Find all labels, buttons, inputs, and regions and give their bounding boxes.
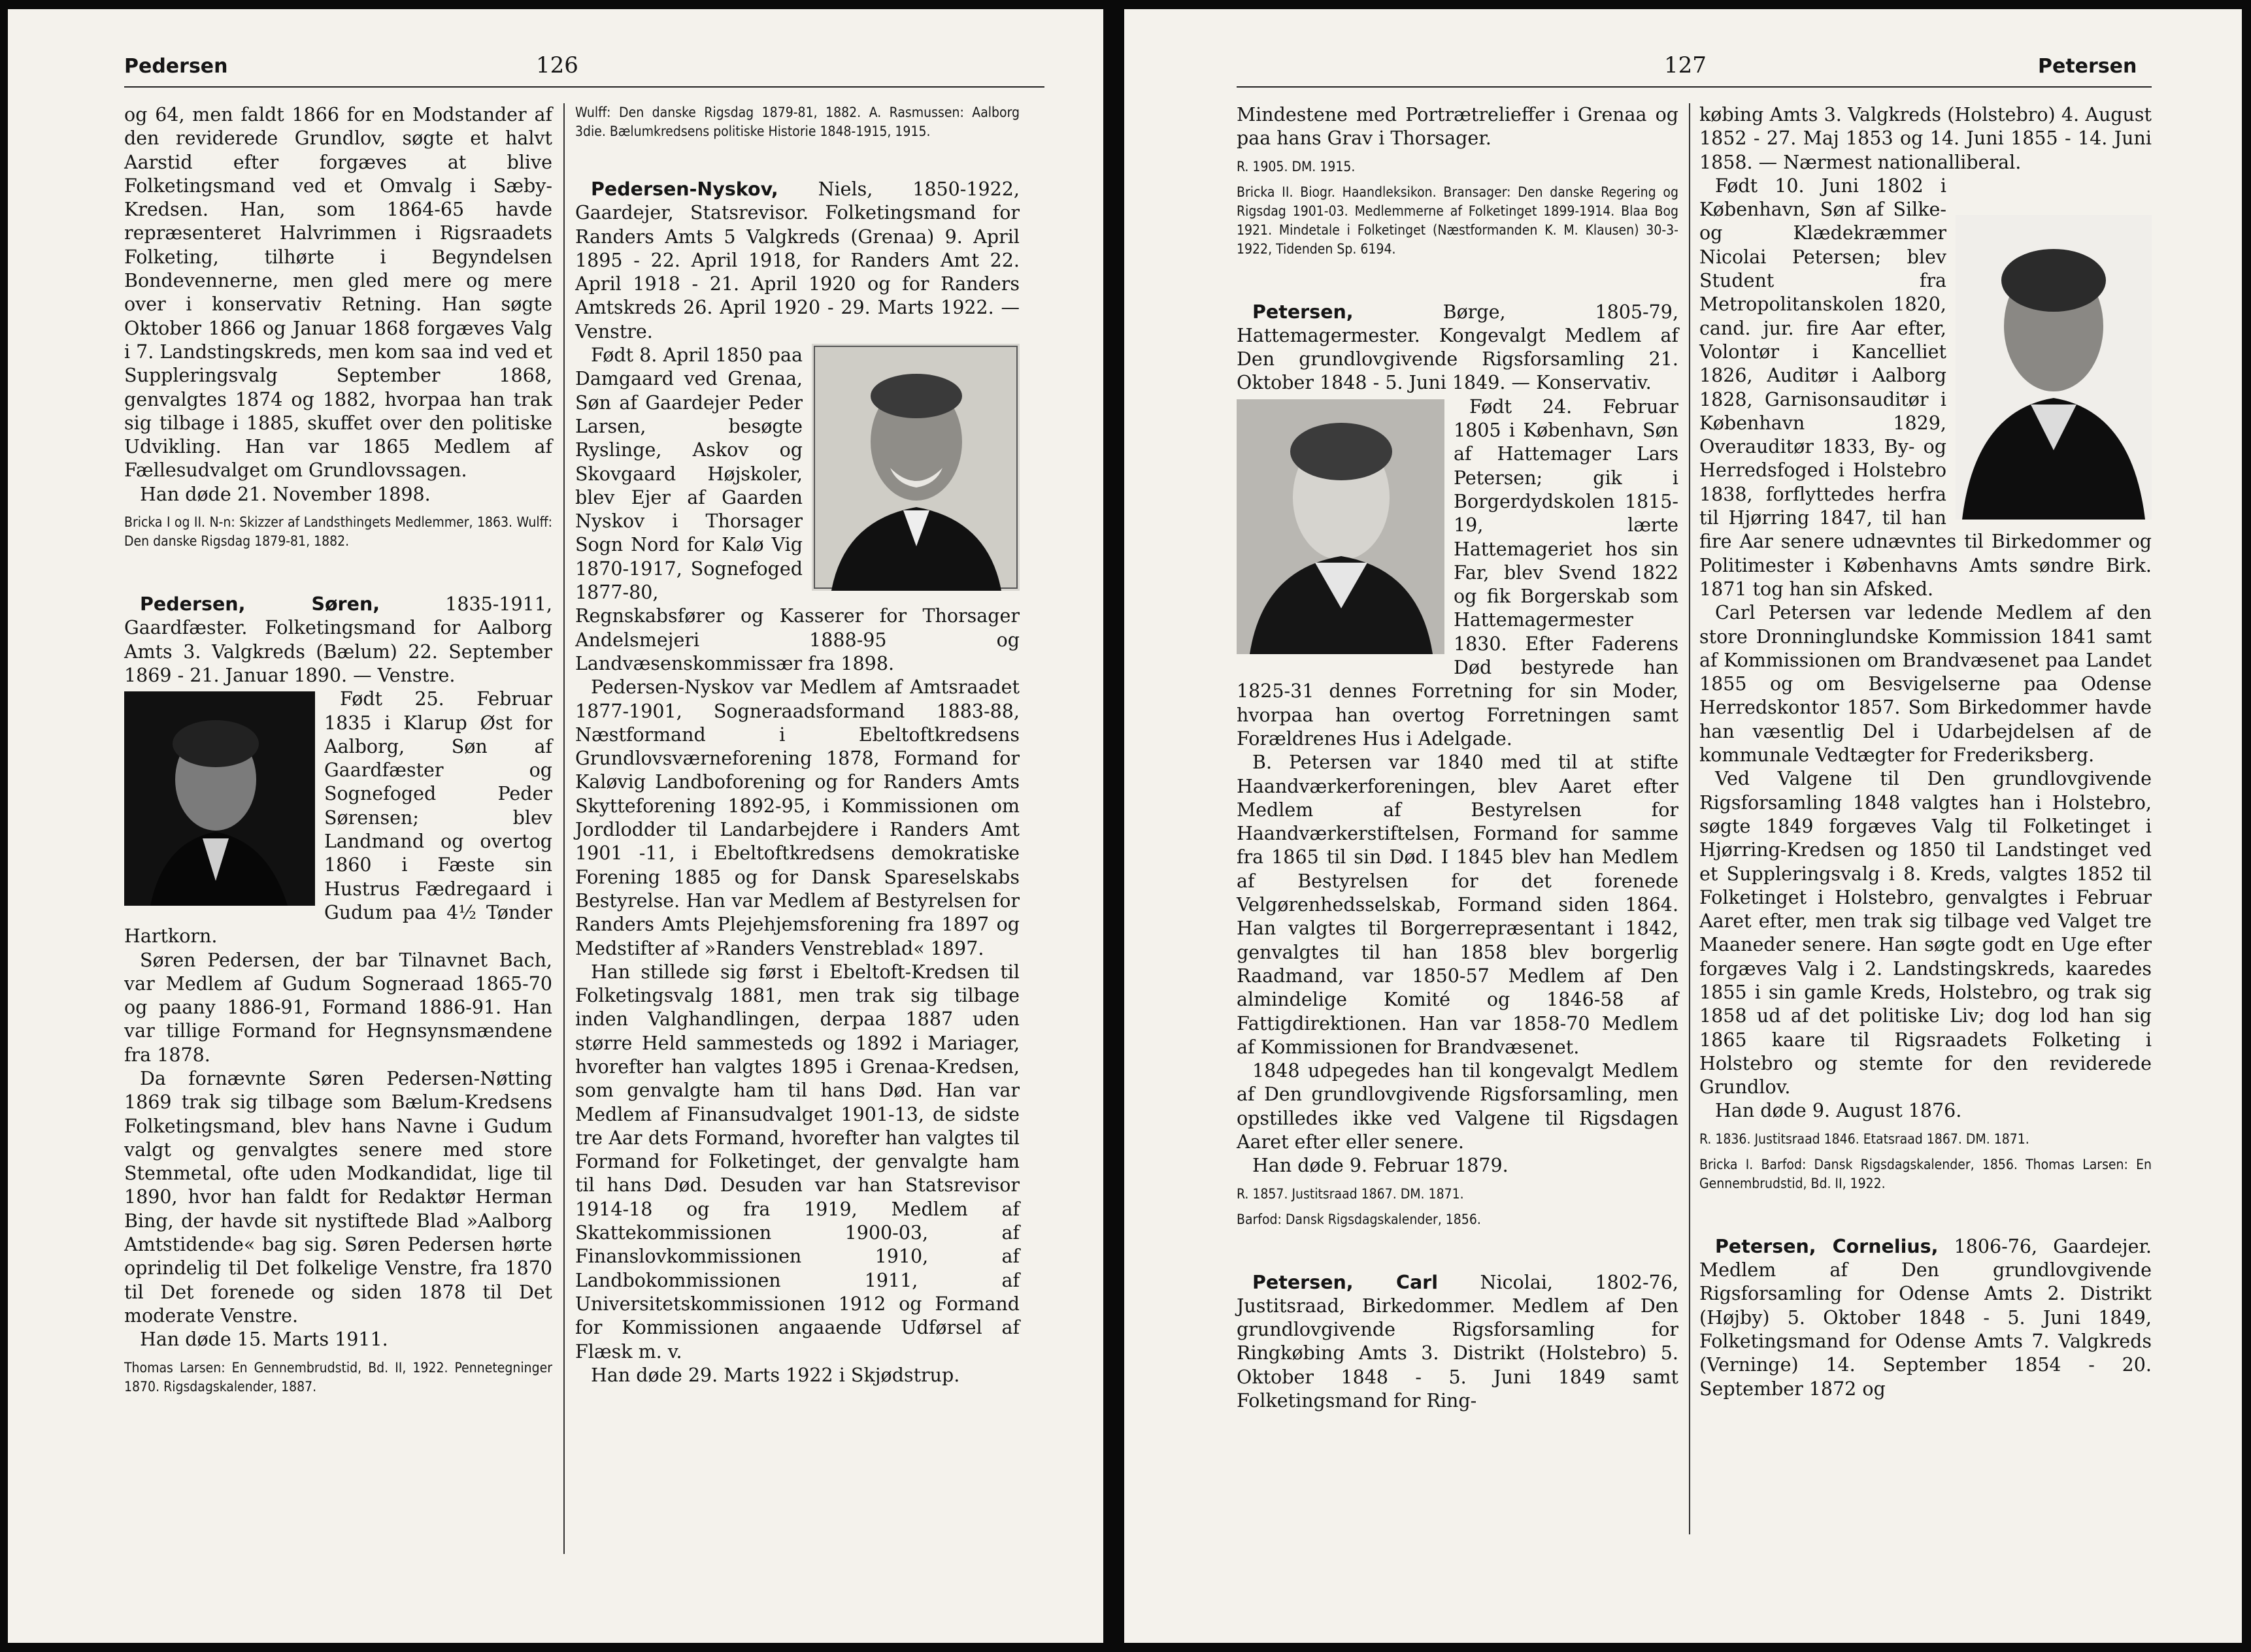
paragraph: Født 25. Februar 1835 i Klarup Øst for Aalborg, Søn af Gaardfæster og Sognefoged Peder Sørensen; blev Landmand og overtog 1860 i Fæste sin Hustrus Fædregaard i Gudum paa 4½ Tønder Hartkorn. bbox=[124, 688, 552, 948]
right-column-2 bbox=[1699, 103, 2152, 1401]
running-head: Petersen bbox=[2038, 55, 2137, 78]
portrait-pedersen-nyskov bbox=[812, 344, 1020, 591]
entry-heading: Petersen, Carl Nicolai, 1802-76, Justitsraad, Birkedommer. Medlem af Den grundlovgivende Rigsforsamling for Ringkøbing Amts 3. Distrikt (Holstebro) 5. Oktober 1848 - 5. Juni 1849 samt Folketingsmand for Ring- bbox=[1237, 1271, 1678, 1412]
sources: Bricka I og II. N-n: Skizzer af Landsthingets Medlemmer, 1863. Wulff: Den danske Rigsdag 1879-81, 1882. bbox=[124, 514, 552, 550]
left-column-2 bbox=[575, 103, 1020, 1387]
paragraph: Han døde 21. November 1898. bbox=[140, 483, 431, 505]
sources: Thomas Larsen: En Gennembrudstid, Bd. II, 1922. Pennetegninger 1870. Rigsdagskalender, 1887. bbox=[124, 1359, 552, 1395]
paragraph: Carl Petersen var ledende Medlem af den store Dronninglundske Kommission 1841 samt af Kommissionen om Brandvæsenet paa Landet 1855 og om Besvigelserne paa Odense Herredskontor 1857. Som Birkedommer havde han væsentlig Del i Udarbejdelsen af de kommunale Vedtægter for Frederiksberg. bbox=[1699, 602, 2152, 767]
page-number: 126 bbox=[536, 52, 578, 78]
paragraph: Pedersen-Nyskov var Medlem af Amtsraadet 1877-1901, Sogneraadsformand 1883-88, Næstformand i Ebeltoftkredsens Grundlovsværneforening 1878, Formand for Kaløvig Landboforening og for Randers Amts Skytteforening 1892-95, i Kommissionen om Jordlodder til Landarbejdere i Randers Amt 1901 -11, i Ebeltoftkredsens demokratiske Forening 1885 og for Dansk Spareselskabs Bestyrelse. Han var Medlem af Bestyrelsen for Randers Amts Plejehjemsforening fra 1897 og Medstifter af »Randers Venstreblad« 1897. bbox=[575, 676, 1020, 959]
column-rule bbox=[563, 103, 565, 1554]
paragraph: købing Amts 3. Valgkreds (Holstebro) 4. August 1852 - 27. Maj 1853 og 14. Juni 1855 - 14. Juni 1858. — Nærmest nationalliberal. bbox=[1699, 104, 2152, 173]
entry-name: Pedersen-Nyskov, bbox=[591, 178, 778, 200]
paragraph: Født 8. April 1850 paa Damgaard ved Grenaa, Søn af Gaardejer Peder Larsen, besøgte Ryslinge, Askov og Skovgaard Højskoler, blev Ejer af Gaarden Nyskov i Thorsager Sogn Nord for Kalø Vig 1870-1917, Sognefoged 1877-80, Regnskabsfører og Kasserer for Thorsager Andelsmejeri 1888-95 og Landvæsenskommissær fra 1898. bbox=[575, 344, 1020, 674]
paragraph: Født 24. Februar 1805 i København, Søn af Hattemager Lars Petersen; gik i Borgerdydskolen 1815-19, lærte Hattemageriet hos sin Far, blev Svend 1822 og fik Borgerskab som Hattemagermester 1830. Efter Faderens Død bestyrede han 1825-31 dennes Forretning for sin Moder, hvorpaa han overtog Forretningen samt Forældrenes Hus i Adelgade. bbox=[1237, 395, 1678, 750]
paragraph: Søren Pedersen, der bar Tilnavnet Bach, var Medlem af Gudum Sogneraad 1865-70 og paany 1886-91, Formand 1886-91. Han var tillige Formand for Hegnsynsmændene fra 1878. bbox=[124, 949, 552, 1066]
paragraph: B. Petersen var 1840 med til at stifte Haandværkerforeningen, blev Aaret efter Medlem af Bestyrelsen for Haandværkerstiftelsen, Formand for samme fra 1865 til sin Død. I 1845 blev han Medlem af Bestyrelsen for det forenede Velgørenhedsselskab, Formand siden 1864. Han valgtes til Borgerrepræsentant i 1842, genvalgtes til han 1858 blev borgerlig Raadmand, var 1850-57 Medlem af Den almindelige Komité og 1846-58 af Fattigdirektionen. Han var 1858-70 Medlem af Kommissionen for Brandvæsenet. bbox=[1237, 752, 1678, 1058]
left-page bbox=[8, 9, 1103, 1643]
sources: Barfod: Dansk Rigsdagskalender, 1856. bbox=[1237, 1211, 1481, 1227]
sources: R. 1857. Justitsraad 1867. DM. 1871. bbox=[1237, 1185, 1464, 1202]
paragraph: Han døde 9. Februar 1879. bbox=[1252, 1155, 1509, 1177]
entry-heading: Petersen, Cornelius, 1806-76, Gaardejer. Medlem af Den grundlovgivende Rigsforsamling for Odense Amts 2. Distrikt (Højby) 5. Oktober 1848 - 5. Juni 1849, Folketingsmand for Odense Amts 7. Valgkreds (Verninge) 14. September 1854 - 20. September 1872 og bbox=[1699, 1235, 2152, 1400]
paragraph: Ved Valgene til Den grundlovgivende Rigsforsamling 1848 valgtes han i Holstebro, søgte 1849 forgæves Valg til Folketinget i Hjørring-Kredsen og 1850 til Landstinget ved et Suppleringsvalg i 8. Kreds, valgtes 1852 til Folketinget i Holstebro, genvalgtes i Februar Aaret efter, men trak sig tilbage ved Valget tre Maaneder senere. Han søgte godt en Uge efter forgæves Valg i 2. Landstingskreds, kaaredes 1855 i sin gamle Kreds, Holstebro, og trak sig 1858 ud af det politiske Liv; dog lod han sig 1865 kaare til Rigsraadets Folketing i Holstebro og stemte for den reviderede Grundlov. bbox=[1699, 768, 2152, 1099]
sources: R. 1836. Justitsraad 1846. Etatsraad 1867. DM. 1871. bbox=[1699, 1131, 2029, 1147]
sources: Bricka I. Barfod: Dansk Rigsdagskalender, 1856. Thomas Larsen: En Gennembrudstid, Bd. II, 1922. bbox=[1699, 1156, 2152, 1191]
paragraph: 1848 udpegedes han til kongevalgt Medlem af Den grundlovgivende Rigsforsamling, men opstilledes ikke ved Valgene til Rigsdagen Aaret efter eller senere. bbox=[1237, 1060, 1678, 1153]
header-rule bbox=[1237, 86, 2152, 88]
paragraph: Mindestene med Portrætrelieffer i Grenaa og paa hans Grav i Thorsager. bbox=[1237, 104, 1678, 150]
entry-name: Petersen, Cornelius, bbox=[1715, 1235, 1939, 1257]
portrait-soeren-pedersen bbox=[124, 691, 315, 906]
header-rule bbox=[124, 86, 1044, 88]
entry-heading: Pedersen, Søren, 1835-1911, Gaardfæster. Folketingsmand for Aalborg Amts 3. Valgkreds (Bælum) 22. September 1869 - 21. Januar 1890. — Venstre. bbox=[124, 593, 552, 686]
paragraph: Født 10. Juni 1802 i København, Søn af Silke- og Klædekræmmer Nicolai Petersen; blev Student fra Metropolitanskolen 1820, cand. jur. fire Aar efter, Volontør i Kancelliet 1826, Auditør i Aalborg 1828, Garnisonsauditør i København 1829, Overauditør 1833, By- og Herredsfoged i Holstebro 1838, forflyttedes herfra til Hjørring 1847, til han fire Aar senere udnævntes til Birkedommer og Politimester i Københavns Amts søndre Birk. 1871 tog han sin Afsked. bbox=[1699, 174, 2152, 600]
right-column-1 bbox=[1237, 103, 1678, 1413]
paragraph: Han døde 29. Marts 1922 i Skjødstrup. bbox=[591, 1364, 960, 1386]
entry-heading: Petersen, Børge, 1805-79, Hattemagermester. Kongevalgt Medlem af Den grundlovgivende Rigsforsamling 21. Oktober 1848 - 5. Juni 1849. — Konservativ. bbox=[1237, 301, 1678, 394]
entry-name: Pedersen, Søren, bbox=[140, 593, 380, 616]
right-page bbox=[1124, 9, 2242, 1643]
paragraph: Han døde 15. Marts 1911. bbox=[140, 1329, 388, 1351]
column-rule bbox=[1689, 103, 1690, 1534]
paragraph: Han stillede sig først i Ebeltoft-Kredsen til Folketingsvalg 1881, men trak sig tilbage inden Valghandlingen, derpaa 1887 uden større Held sammesteds og 1892 i Mariager, hvorefter han valgtes 1895 i Grenaa-Kredsen, som genvalgte ham til hans Død. Han var Medlem af Finansudvalget 1901-13, de sidste tre Aar dets Formand, hvorefter han valgtes til Formand for Folketinget, der genvalgte ham til hans Død. Desuden var han Statsrevisor 1914-18 og fra 1919, Medlem af Skattekommissionen 1900-03, af Finanslovkommissionen 1910, af Landbokommissionen 1911, af Universitetskommissionen 1912 og Formand for Kommissionen angaaende Udførsel af Flæsk m. v. bbox=[575, 961, 1020, 1363]
page-number: 127 bbox=[1664, 52, 1707, 78]
sources: R. 1905. DM. 1915. bbox=[1237, 158, 1356, 174]
paragraph: og 64, men faldt 1866 for en Modstander af den reviderede Grundlov, søgte et halvt Aarstid efter forgæves at blive Folketingsmand ved et Omvalg i Sæby-Kredsen. Han, som 1864-65 havde repræsenteret Halvrimmen i Rigsraadets Folketing, tilhørte i Begyndelsen Bondevennerne, men gled mere og mere over i konservativ Retning. Han søgte Oktober 1866 og Januar 1868 forgæves Valg i 7. Landstingskreds, men kom saa ind ved et Suppleringsvalg September 1868, genvalgtes 1874 og 1882, hvorpaa han trak sig tilbage i 1885, skuffet over den politiske Udvikling. Han var 1865 Medlem af Fællesudvalget om Grundlovssagen. bbox=[124, 104, 552, 482]
entry-name: Petersen, Carl bbox=[1252, 1271, 1438, 1293]
portrait-carl-petersen bbox=[1956, 215, 2152, 520]
entry-name: Petersen, bbox=[1252, 301, 1354, 323]
paragraph: Han døde 9. August 1876. bbox=[1715, 1100, 1962, 1122]
sources: Bricka II. Biogr. Haandleksikon. Bransager: Den danske Regering og Rigsdag 1901-03. Medlemmerne af Folketinget 1899-1914. Blaa Bog 1921. Mindetale i Folketinget (Næstformanden K. M. Klausen) 30-3-1922, Tidenden Sp. 6194. bbox=[1237, 184, 1678, 257]
portrait-boerge-petersen bbox=[1237, 399, 1444, 654]
sources: Wulff: Den danske Rigsdag 1879-81, 1882. A. Rasmussen: Aalborg 3die. Bælumkredsens politiske Historie 1848-1915, 1915. bbox=[575, 105, 1020, 139]
entry-heading: Pedersen-Nyskov, Niels, 1850-1922, Gaardejer, Statsrevisor. Folketingsmand for Randers Amts 5 Valgkreds (Grenaa) 9. April 1895 - 22. April 1918, for Randers Amt 22. April 1918 - 21. April 1920 og for Randers Amtskreds 26. April 1920 - 29. Marts 1922. — Venstre. bbox=[575, 178, 1020, 342]
left-column-1 bbox=[124, 103, 552, 1396]
paragraph: Da fornævnte Søren Pedersen-Nøtting 1869 trak sig tilbage som Bælum-Kredsens Folketingsmand, blev hans Navne i Gudum valgt og genvalgtes senere med store Stemmetal, ofte uden Modkandidat, lige til 1890, hvor han faldt for Redaktør Herman Bing, der havde sit nystiftede Blad »Aalborg Amtstidende« bag sig. Søren Pedersen hørte oprindelig til Det folkelige Venstre, fra 1870 til Det forenede og siden 1878 til Det moderate Venstre. bbox=[124, 1067, 552, 1327]
running-head: Pedersen bbox=[124, 55, 228, 78]
